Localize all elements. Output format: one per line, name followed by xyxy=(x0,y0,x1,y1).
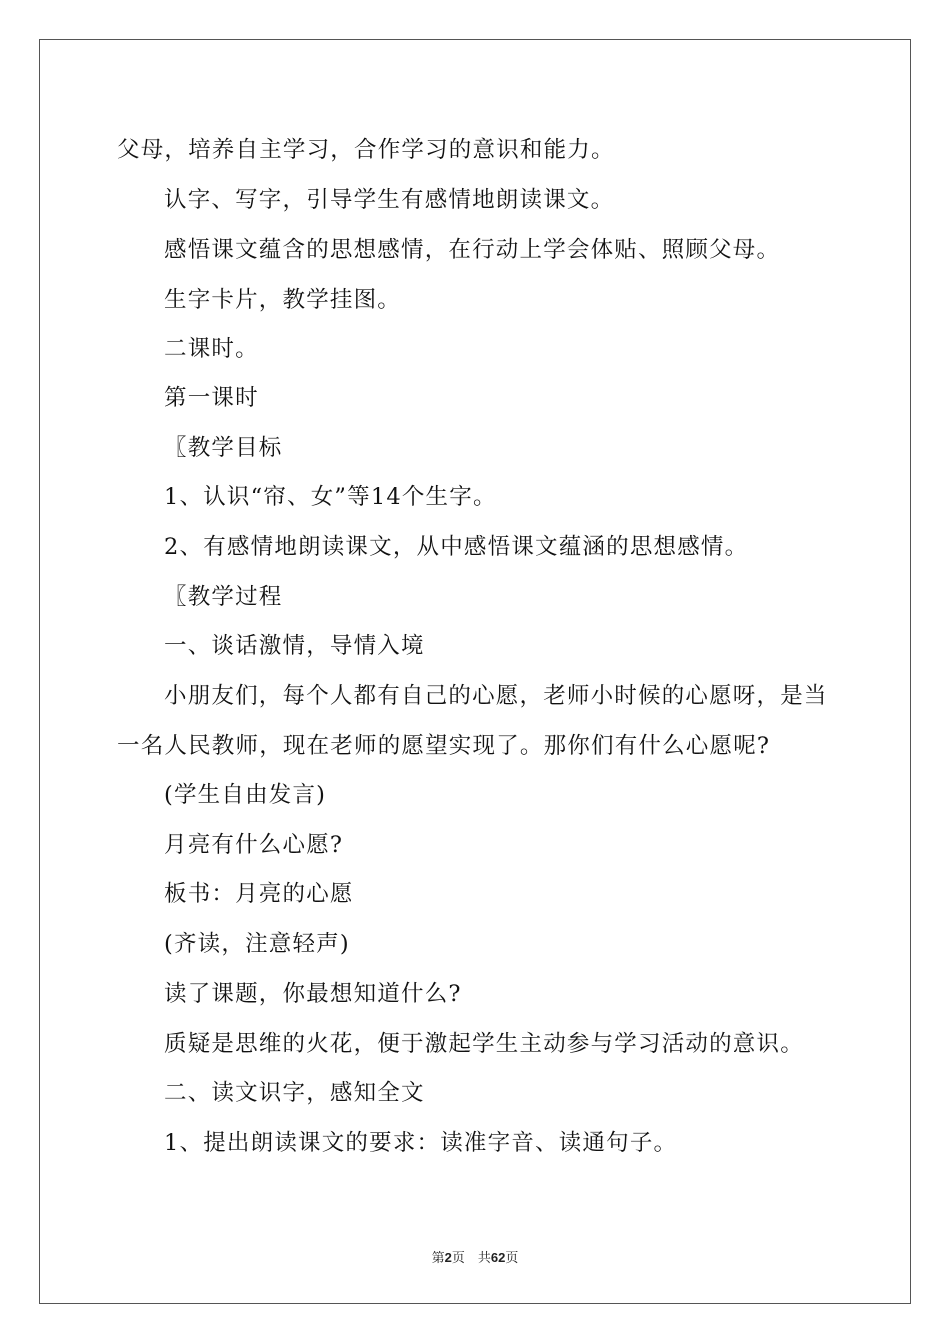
text-line: 月亮有什么心愿? xyxy=(164,832,344,858)
page-border xyxy=(39,39,911,1304)
text-line: 板书：月亮的心愿 xyxy=(164,881,354,907)
text-line: 第一课时 xyxy=(164,385,259,411)
total-page-count: 62 xyxy=(490,1250,506,1265)
footer-suffix: 页 xyxy=(505,1251,519,1266)
text-line: 二课时。 xyxy=(164,336,259,362)
text-line: 认字、写字，引导学生有感情地朗读课文。 xyxy=(164,187,615,213)
text-line: 一名人民教师，现在老师的愿望实现了。那你们有什么心愿呢? xyxy=(117,733,771,759)
step-heading: 一、谈话激情，导情入境 xyxy=(164,633,425,659)
section-heading: 〖教学过程 xyxy=(164,584,283,610)
text-line: 2、有感情地朗读课文，从中感悟课文蕴涵的思想感情。 xyxy=(164,534,749,560)
step-heading: 二、读文识字，感知全文 xyxy=(164,1080,425,1106)
text-line: 读了课题，你最想知道什么? xyxy=(164,981,462,1007)
text-line: 感悟课文蕴含的思想感情，在行动上学会体贴、照顾父母。 xyxy=(164,237,781,263)
text-line: 小朋友们，每个人都有自己的心愿，老师小时候的心愿呀，是当 xyxy=(164,683,828,709)
text-line: 父母，培养自主学习，合作学习的意识和能力。 xyxy=(117,137,615,163)
text-line: 1、认识“帘、女”等14个生字。 xyxy=(164,484,497,510)
footer-mid: 页 共 xyxy=(451,1251,491,1266)
text-line: (学生自由发言) xyxy=(164,782,327,808)
current-page-number: 2 xyxy=(444,1250,452,1265)
text-line: (齐读，注意轻声) xyxy=(164,931,350,957)
section-heading: 〖教学目标 xyxy=(164,435,283,461)
page-footer xyxy=(0,1247,950,1266)
footer-prefix: 第 xyxy=(431,1251,445,1266)
text-line: 生字卡片，教学挂图。 xyxy=(164,287,402,313)
text-line: 质疑是思维的火花，便于激起学生主动参与学习活动的意识。 xyxy=(164,1031,804,1057)
text-line: 1、提出朗读课文的要求：读准字音、读通句子。 xyxy=(164,1130,678,1156)
